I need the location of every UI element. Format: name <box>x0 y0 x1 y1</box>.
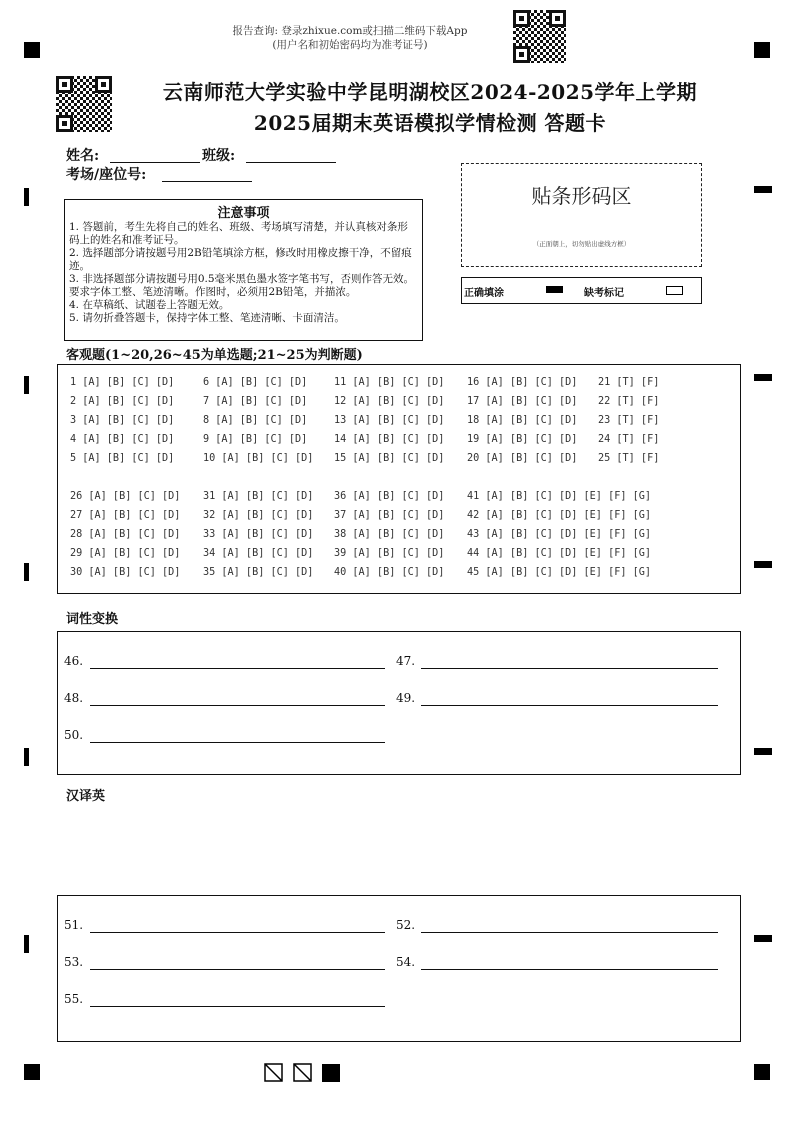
answer-choice-row[interactable]: 14 [A] [B] [C] [D] <box>334 434 445 445</box>
timing-mark-right <box>754 935 772 942</box>
answer-choice-row[interactable]: 2 [A] [B] [C] [D] <box>70 396 175 407</box>
page-id-marks <box>264 1063 344 1083</box>
question-number: 54. <box>396 955 416 969</box>
timing-mark-left <box>24 376 29 394</box>
answer-line-54[interactable] <box>421 969 718 970</box>
answer-choice-row[interactable]: 12 [A] [B] [C] [D] <box>334 396 445 407</box>
answer-choice-row[interactable]: 20 [A] [B] [C] [D] <box>467 453 578 464</box>
answer-choice-row[interactable]: 16 [A] [B] [C] [D] <box>467 377 578 388</box>
timing-mark-right <box>754 186 772 193</box>
answer-choice-row[interactable]: 13 [A] [B] [C] [D] <box>334 415 445 426</box>
answer-line-51[interactable] <box>90 932 385 933</box>
answer-line-52[interactable] <box>421 932 718 933</box>
corner-mark-bottom-right <box>754 1064 770 1080</box>
timing-mark-left <box>24 563 29 581</box>
answer-line-48[interactable] <box>90 705 385 706</box>
answer-choice-row[interactable]: 37 [A] [B] [C] [D] <box>334 510 445 521</box>
timing-mark-left <box>24 188 29 206</box>
answer-choice-row[interactable]: 5 [A] [B] [C] [D] <box>70 453 175 464</box>
answer-choice-row[interactable]: 4 [A] [B] [C] [D] <box>70 434 175 445</box>
answer-choice-row[interactable]: 10 [A] [B] [C] [D] <box>203 453 314 464</box>
answer-choice-row[interactable]: 35 [A] [B] [C] [D] <box>203 567 314 578</box>
note-item: 2. 选择题部分请按题号用2B铅笔填涂方框，修改时用橡皮擦干净，不留痕迹。 <box>69 247 412 272</box>
translation-section-title: 汉译英 <box>66 789 106 804</box>
word-form-section-title: 词性变换 <box>66 612 119 627</box>
corner-mark-top-left <box>24 42 40 58</box>
answer-choice-row[interactable]: 18 [A] [B] [C] [D] <box>467 415 578 426</box>
answer-choice-row[interactable]: 34 [A] [B] [C] [D] <box>203 548 314 559</box>
answer-choice-row[interactable]: 27 [A] [B] [C] [D] <box>70 510 181 521</box>
fill-legend <box>461 277 702 304</box>
answer-choice-row[interactable]: 33 [A] [B] [C] [D] <box>203 529 314 540</box>
corner-mark-bottom-left <box>24 1064 40 1080</box>
answer-choice-row[interactable]: 29 [A] [B] [C] [D] <box>70 548 181 559</box>
timing-mark-left <box>24 748 29 766</box>
absent-mark-box[interactable] <box>666 286 683 295</box>
answer-choice-row[interactable]: 28 [A] [B] [C] [D] <box>70 529 181 540</box>
answer-line-53[interactable] <box>90 969 385 970</box>
filled-box-icon <box>322 1064 340 1082</box>
note-item: 4. 在草稿纸、试题卷上答题无效。 <box>69 299 230 311</box>
answer-choice-row[interactable]: 7 [A] [B] [C] [D] <box>203 396 308 407</box>
question-number: 50. <box>64 728 84 742</box>
class-field[interactable] <box>246 162 336 163</box>
question-number: 47. <box>396 654 416 668</box>
answer-choice-row[interactable]: 40 [A] [B] [C] [D] <box>334 567 445 578</box>
correct-fill-sample <box>546 286 563 293</box>
answer-choice-row[interactable]: 15 [A] [B] [C] [D] <box>334 453 445 464</box>
question-number: 53. <box>64 955 84 969</box>
answer-choice-row[interactable]: 11 [A] [B] [C] [D] <box>334 377 445 388</box>
question-number: 51. <box>64 918 84 932</box>
answer-choice-row[interactable]: 25 [T] [F] <box>598 453 660 464</box>
answer-choice-row[interactable]: 22 [T] [F] <box>598 396 660 407</box>
answer-choice-row[interactable]: 30 [A] [B] [C] [D] <box>70 567 181 578</box>
question-number: 52. <box>396 918 416 932</box>
answer-choice-row[interactable]: 45 [A] [B] [C] [D] [E] [F] [G] <box>467 567 652 578</box>
seat-label: 考场/座位号: <box>66 167 147 183</box>
answer-choice-row[interactable]: 32 [A] [B] [C] [D] <box>203 510 314 521</box>
name-field[interactable] <box>110 162 200 163</box>
hatched-box-icon <box>294 1064 311 1081</box>
absent-mark-label: 缺考标记 <box>584 288 624 299</box>
answer-line-49[interactable] <box>421 705 718 706</box>
answer-choice-row[interactable]: 41 [A] [B] [C] [D] [E] [F] [G] <box>467 491 652 502</box>
title-line2: 2025届期末英语模拟学情检测 答题卡 <box>253 111 607 135</box>
answer-choice-row[interactable]: 3 [A] [B] [C] [D] <box>70 415 175 426</box>
student-qr-code <box>56 76 112 132</box>
note-item: 3. 非选择题部分请按题号用0.5毫米黑色墨水签字笔书写，否则作答无效。要求字体工整、笔迹清晰。作图时，必须用2B铅笔，并描浓。 <box>69 273 415 298</box>
barcode-title: 贴条形码区 <box>531 184 632 208</box>
answer-choice-row[interactable]: 39 [A] [B] [C] [D] <box>334 548 445 559</box>
answer-line-50[interactable] <box>90 742 385 743</box>
answer-choice-row[interactable]: 21 [T] [F] <box>598 377 660 388</box>
page-title <box>140 76 720 136</box>
timing-mark-right <box>754 561 772 568</box>
answer-choice-row[interactable]: 38 [A] [B] [C] [D] <box>334 529 445 540</box>
question-number: 49. <box>396 691 416 705</box>
seat-field[interactable] <box>162 181 252 182</box>
answer-choice-row[interactable]: 19 [A] [B] [C] [D] <box>467 434 578 445</box>
answer-choice-row[interactable]: 1 [A] [B] [C] [D] <box>70 377 175 388</box>
answer-line-46[interactable] <box>90 668 385 669</box>
notes-title: 注意事项 <box>217 206 270 221</box>
answer-choice-row[interactable]: 24 [T] [F] <box>598 434 660 445</box>
app-qr-code[interactable] <box>513 10 566 63</box>
answer-choice-row[interactable]: 43 [A] [B] [C] [D] [E] [F] [G] <box>467 529 652 540</box>
answer-line-47[interactable] <box>421 668 718 669</box>
question-number: 46. <box>64 654 84 668</box>
correct-fill-label: 正确填涂 <box>464 288 504 299</box>
class-label: 班级: <box>202 148 236 164</box>
barcode-area[interactable] <box>461 163 702 267</box>
notes-box <box>64 199 423 341</box>
title-line1: 云南师范大学实验中学昆明湖校区2024-2025学年上学期 <box>162 80 698 104</box>
answer-choice-row[interactable]: 8 [A] [B] [C] [D] <box>203 415 308 426</box>
answer-choice-row[interactable]: 17 [A] [B] [C] [D] <box>467 396 578 407</box>
answer-line-55[interactable] <box>90 1006 385 1007</box>
objective-section-title: 客观题(1~20,26~45为单选题;21~25为判断题) <box>66 348 363 363</box>
note-item: 1. 答题前，考生先将自己的姓名、班级、考场填写清楚，并认真核对条形码上的姓名和准考证号。 <box>69 221 408 246</box>
report-query-text <box>200 24 500 52</box>
answer-choice-row[interactable]: 9 [A] [B] [C] [D] <box>203 434 308 445</box>
timing-mark-left <box>24 935 29 953</box>
note-item: 5. 请勿折叠答题卡，保持字体工整、笔迹清晰、卡面清洁。 <box>69 312 345 324</box>
report-query-line1: 报告查询: 登录zhixue.com或扫描二维码下载App <box>232 25 468 37</box>
timing-mark-right <box>754 748 772 755</box>
answer-choice-row[interactable]: 6 [A] [B] [C] [D] <box>203 377 308 388</box>
report-query-line2: (用户名和初始密码均为准考证号) <box>272 39 428 51</box>
question-number: 55. <box>64 992 84 1006</box>
answer-choice-row[interactable]: 23 [T] [F] <box>598 415 660 426</box>
answer-choice-row[interactable]: 42 [A] [B] [C] [D] [E] [F] [G] <box>467 510 652 521</box>
answer-choice-row[interactable]: 36 [A] [B] [C] [D] <box>334 491 445 502</box>
question-number: 48. <box>64 691 84 705</box>
answer-choice-row[interactable]: 31 [A] [B] [C] [D] <box>203 491 314 502</box>
answer-choice-row[interactable]: 26 [A] [B] [C] [D] <box>70 491 181 502</box>
timing-mark-right <box>754 374 772 381</box>
answer-choice-row[interactable]: 44 [A] [B] [C] [D] [E] [F] [G] <box>467 548 652 559</box>
hatched-box-icon <box>265 1064 282 1081</box>
barcode-hint: （正面朝上，切勿贴出虚线方框） <box>532 240 631 248</box>
name-label: 姓名: <box>66 148 100 164</box>
corner-mark-top-right <box>754 42 770 58</box>
